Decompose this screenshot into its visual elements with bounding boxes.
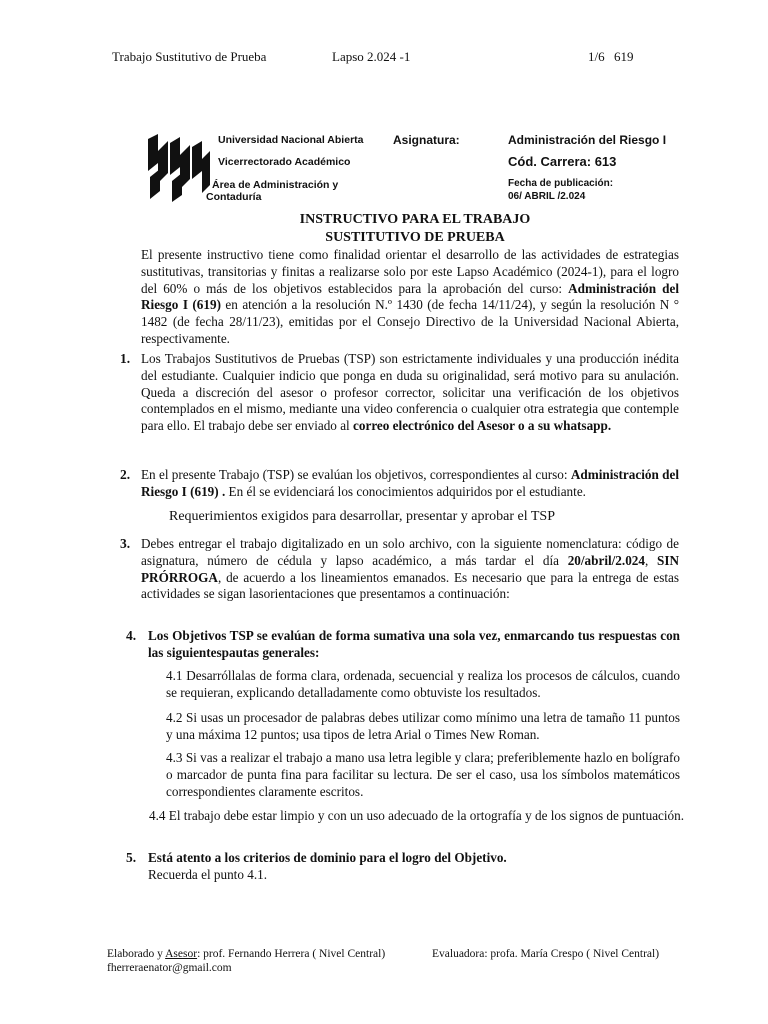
item-3-text bbox=[141, 536, 679, 603]
footer-asesor-label: Asesor bbox=[165, 948, 198, 960]
area-line1: Área de Administración y bbox=[212, 179, 339, 191]
asignatura-label: Asignatura: bbox=[393, 133, 460, 147]
footer-author bbox=[107, 948, 385, 960]
item-4-4: 4.4 El trabajo debe estar limpio y con un uso adecuado de la ortografía y de los signos de puntuación. bbox=[149, 808, 685, 823]
university-name: Universidad Nacional Abierta bbox=[218, 134, 364, 146]
carrera-code: Cód. Carrera: 613 bbox=[508, 154, 617, 169]
item-3-comma: , bbox=[644, 552, 657, 568]
item-4-1: 4.1 Desarróllalas de forma clara, ordenada, secuencial y realiza los procesos de cálculos, cuando se requieran, explicando detalladamente como obtuviste los resultados. bbox=[166, 668, 680, 700]
item-3-no-extension: SIN PRÓRROGA bbox=[141, 552, 679, 585]
title-line2: SUSTITUTIVO DE PRUEBA bbox=[325, 230, 505, 245]
item-5-text: Recuerda el punto 4.1. bbox=[148, 867, 268, 882]
header-title: Trabajo Sustitutivo de Prueba bbox=[112, 49, 267, 64]
footer-evaluadora: Evaluadora: profa. María Crespo ( Nivel Central) bbox=[432, 948, 660, 960]
item-2-bold: Administración del Riesgo I (619) . bbox=[141, 467, 679, 499]
footer-elaborado: Elaborado y bbox=[107, 948, 166, 960]
item-number-3: 3. bbox=[120, 536, 131, 551]
item-1-bold: correo electrónico del Asesor o a su whatsapp. bbox=[353, 418, 612, 434]
intro-paragraph bbox=[141, 247, 679, 348]
requirements-heading: Requerimientos exigidos para desarrollar, presentar y aprobar el TSP bbox=[169, 509, 556, 524]
intro-text-2: en atención a la resolución N.º 1430 (de fecha 14/11/24), y según la resolución N ° 1482 (de fecha 28/11/23), emitidas por el Consejo Directivo de la Universidad Nacional Abierta, respectivamente. bbox=[141, 297, 679, 346]
item-2-text bbox=[141, 467, 679, 501]
item-4-2: 4.2 Si usas un procesador de palabras debes utilizar como mínimo una letra de tamaño 11 puntos y una máxima 12 puntos; usa tipos de letra Arial o Times New Roman. bbox=[166, 710, 680, 742]
header-page-number: 1/6 bbox=[588, 49, 605, 64]
item-4-heading: Los Objetivos TSP se evalúan de forma sumativa una sola vez, enmarcando tus respuestas con las siguientespautas generales: bbox=[148, 628, 680, 660]
asignatura-value: Administración del Riesgo I bbox=[508, 133, 667, 147]
item-3-body-2: , de acuerdo a los lineamientos emanados. Es necesario que para la entrega de estas actividades se sigan lasorientaciones que presentamos a continuación: bbox=[141, 569, 679, 602]
vicerrectorado: Vicerrectorado Académico bbox=[218, 156, 351, 168]
item-4-3: 4.3 Si vas a realizar el trabajo a mano usa letra legible y clara; preferiblemente hazlo en bolígrafo o marcador de punta fina para facilitar su lectura. De ser el caso, usa los símbolos matemáticos correspondientes claramente escritos. bbox=[166, 750, 680, 799]
item-number-1: 1. bbox=[120, 351, 131, 366]
fecha-label: Fecha de publicación: bbox=[508, 178, 614, 189]
item-1-text bbox=[141, 351, 679, 435]
footer-email: fherreraenator@gmail.com bbox=[107, 962, 232, 974]
item-1-body: Los Trabajos Sustitutivos de Pruebas (TSP) son estrictamente individuales y una producción inédita del estudiante. Cualquier indicio que ponga en duda su originalidad, será motivo para su anulación. Queda a discreción del asesor o profesor corrector, solicitar una verificación de los objetivos contemplados en el mismo, mediante una video conferencia o cualquier otra estrategia que contemple para ello. El trabajo debe ser enviado al bbox=[141, 351, 679, 434]
item-number-4: 4. bbox=[126, 628, 137, 643]
intro-course-name: Administración del Riesgo I (619) bbox=[141, 280, 679, 313]
item-5-heading: Está atento a los criterios de dominio para el logro del Objetivo. bbox=[148, 850, 507, 865]
item-3-body: Debes entregar el trabajo digitalizado en un solo archivo, con la siguiente nomenclatura: código de asignatura, número de cédula y lapso académico, a más tardar el día bbox=[141, 536, 679, 568]
item-number-2: 2. bbox=[120, 467, 131, 482]
footer-asesor-name: : prof. Fernando Herrera ( Nivel Central) bbox=[197, 948, 386, 960]
document-title bbox=[200, 211, 630, 247]
header-lapso: Lapso 2.024 -1 bbox=[332, 49, 411, 64]
item-2-body-2: En él se evidenciará los conocimientos adquiridos por el estudiante. bbox=[225, 483, 586, 499]
area-line2: Contaduría bbox=[206, 191, 262, 203]
una-logo bbox=[146, 133, 212, 203]
intro-text: El presente instructivo tiene como finalidad orientar el desarrollo de las actividades de estrategias sustitutivas, transitorias y finitas a realizarse solo por este Lapso Académico (2024-1), para el logro del 60% o más de los objetivos establecidos para la aprobación del curso: bbox=[141, 247, 679, 296]
item-2-body: En el presente Trabajo (TSP) se evalúan los objetivos, correspondientes al curso: bbox=[141, 467, 571, 482]
item-3-deadline: 20/abril/2.024 bbox=[567, 552, 645, 568]
fecha-value: 06/ ABRIL /2.024 bbox=[508, 191, 586, 202]
title-line1: INSTRUCTIVO PARA EL TRABAJO bbox=[299, 212, 531, 227]
item-number-5: 5. bbox=[126, 850, 137, 865]
header-code: 619 bbox=[614, 49, 634, 64]
